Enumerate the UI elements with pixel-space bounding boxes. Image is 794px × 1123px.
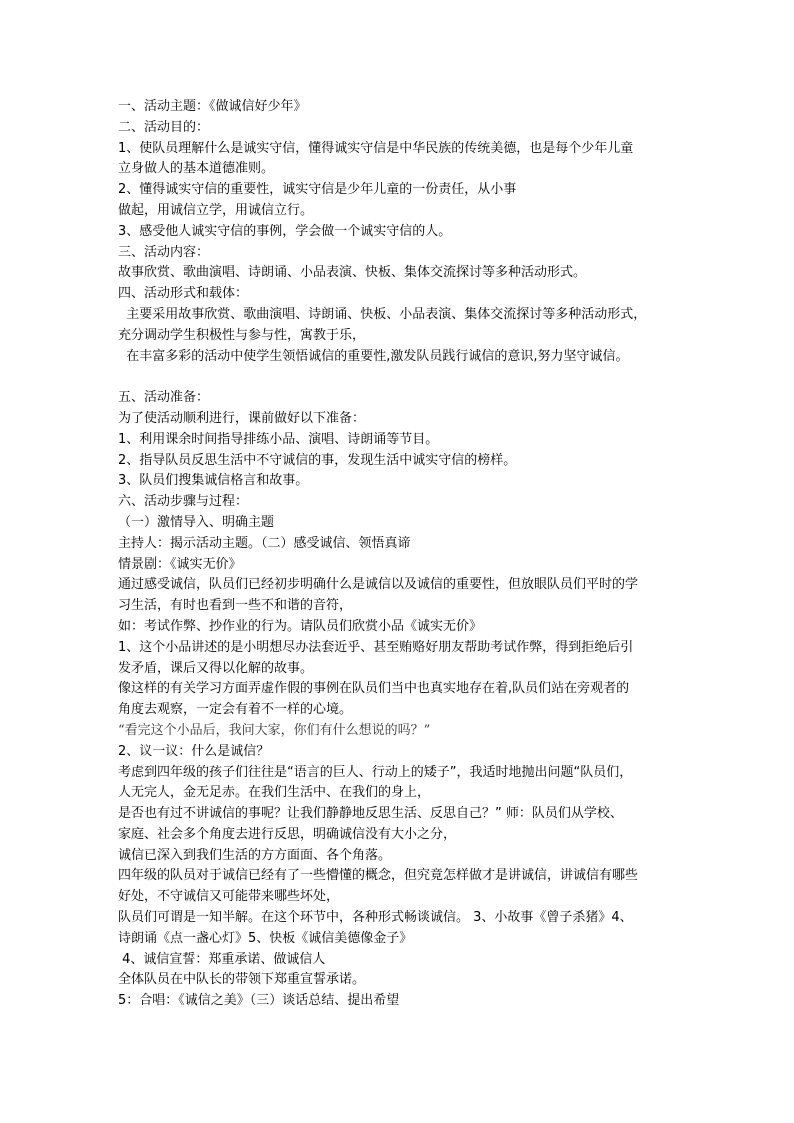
subheading-line: （一）激情导入、明确主题 [118,514,275,530]
paragraph-line: 情景剧：《诚实无价》 [118,556,242,572]
paragraph-line: 故事欣赏、歌曲演唱、诗朗诵、小品表演、快板、集体交流探讨等多种活动形式。 [118,265,587,281]
paragraph-line: 1、利用课余时间指导排练小品、演唱、诗朗诵等节目。 [118,431,439,447]
paragraph-line: 四年级的队员对于诚信已经有了一些懵懂的概念，但究竟怎样做才是讲诚信，讲诚信有哪些 [118,868,639,884]
heading-activity-content: 三、活动内容： [118,244,210,260]
paragraph-line: 像这样的有关学习方面弄虚作假的事例在队员们当中也真实地存在着,队员们站在旁观者的 [118,681,630,697]
heading-activity-purpose: 二、活动目的： [118,119,210,135]
quote-line: “看完这个小品后，我问大家，你们有什么想说的吗？” [118,722,431,738]
paragraph-line: 充分调动学生积极性与参与性，寓教于乐， [118,327,366,343]
paragraph-line: 队员们可谓是一知半解。在这个环节中，各种形式畅谈诚信。 3、小故事《曾子杀猪》4、 [118,910,633,926]
paragraph-line: 为了使活动顺利进行，课前做好以下准备： [118,410,366,426]
paragraph-line: 全体队员在中队长的带领下郑重宣誓承诺。 [118,972,366,988]
heading-activity-form: 四、活动形式和载体： [118,286,249,302]
paragraph-line: 通过感受诚信，队员们已经初步明确什么是诚信以及诚信的重要性，但放眼队员们平时的学 [118,577,639,593]
paragraph-line: 考虑到四年级的孩子们往往是“语言的巨人、行动上的矮子”，我适时地抛出问题“队员们， [118,764,633,780]
paragraph-line: 2、懂得诚实守信的重要性，诚实守信是少年儿童的一份责任，从小事 [118,182,517,198]
paragraph-line: 人无完人，金无足赤。在我们生活中、在我们的身上， [118,785,431,801]
paragraph-line: 家庭、社会多个角度去进行反思，明确诚信没有大小之分， [118,826,457,842]
paragraph-line: 主持人：揭示活动主题。（二）感受诚信、领悟真谛 [118,535,411,551]
paragraph-line: 3、感受他人诚实守信的事例，学会做一个诚实守信的人。 [118,223,452,239]
paragraph-line: 在丰富多彩的活动中使学生领悟诚信的重要性,激发队员践行诚信的意识,努力坚守诚信。 [118,348,629,364]
paragraph-line: 好处，不守诚信又可能带来哪些坏处， [118,889,340,905]
blank-line [118,367,688,388]
paragraph-line: 1、使队员理解什么是诚实守信，懂得诚实守信是中华民族的传统美德，也是每个少年儿童 [118,140,634,156]
paragraph-line: 5：合唱：《诚信之美》（三）谈话总结、提出希望 [118,993,400,1009]
paragraph-line: 是否也有过不讲诚信的事呢？让我们静静地反思生活、反思自己？” 师：队员们从学校、 [118,806,623,822]
paragraph-line: 2、指导队员反思生活中不守诚信的事，发现生活中诚实守信的榜样。 [118,452,517,468]
paragraph-line: 诗朗诵《点一盏心灯》5、快板《诚信美德像金子》 [118,930,413,946]
paragraph-line: 做起，用诚信立学，用诚信立行。 [118,202,314,218]
heading-activity-steps: 六、活动步骤与过程： [118,494,249,510]
paragraph-line: 2、议一议：什么是诚信？ [118,743,270,759]
paragraph-line: 发矛盾，课后又得以化解的故事。 [118,660,314,676]
paragraph-line: 主要采用故事欣赏、歌曲演唱、诗朗诵、快板、小品表演、集体交流探讨等多种活动形式， [118,306,647,322]
heading-activity-preparation: 五、活动准备： [118,390,210,406]
paragraph-line: 角度去观察，一定会有着不一样的心境。 [118,702,353,718]
paragraph-line: 如：考试作弊、抄作业的行为。请队员们欣赏小品《诚实无价》 [118,618,483,634]
heading-activity-theme: 一、活动主题：《做诚信好少年》 [118,99,307,114]
paragraph-line: 3、队员们搜集诚信格言和故事。 [118,473,309,489]
paragraph-line: 立身做人的基本道德准则。 [118,161,275,177]
paragraph-line: 诚信已深入到我们生活的方方面面、各个角落。 [118,847,392,863]
document-body [118,97,688,1012]
paragraph-line: 习生活，有时也看到一些不和谐的音符， [118,598,353,614]
paragraph-line: 1、这个小品讲述的是小明想尽办法套近乎、甚至贿赂好朋友帮助考试作弊，得到拒绝后引 [118,639,634,655]
paragraph-line: 4、诚信宣誓：郑重承诺、做诚信人 [118,951,326,967]
